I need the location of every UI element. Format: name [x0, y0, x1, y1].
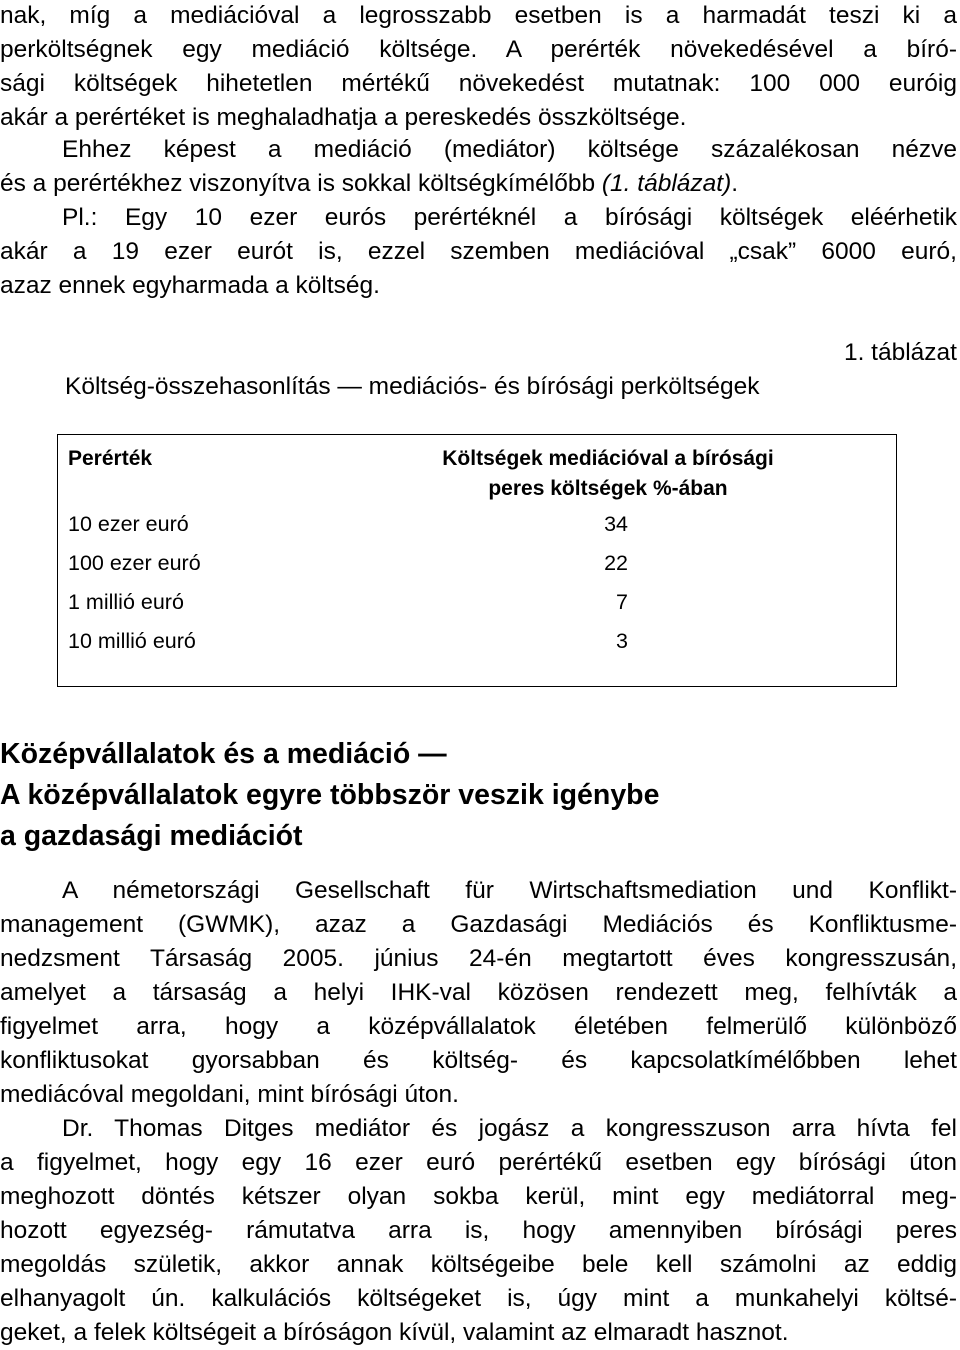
table-cell-value: 1 millió euró	[68, 590, 184, 614]
text-line: perköltségnek egy mediáció költsége. A perérték növekedésével a bíró-	[0, 36, 957, 63]
text-line: mediácóval megoldani, mint bírósági úton.	[0, 1081, 459, 1108]
text-line: amelyet a társaság a helyi IHK-val közösen rendezett meg, felhívták a	[0, 979, 957, 1006]
comparison-paragraph	[0, 133, 957, 201]
table-header-value: Perérték	[68, 447, 153, 470]
text-line: figyelmet arra, hogy a középvállalatok életében felmerülő különböző	[0, 1013, 957, 1040]
heading-line: a gazdasági mediációt	[0, 820, 303, 852]
table-cell-value: 10 millió euró	[68, 629, 196, 653]
text-line: konfliktusokat gyorsabban és költség- és kapcsolatkímélőbben lehet	[0, 1047, 957, 1074]
table-reference: (1. táblázat)	[601, 170, 732, 197]
text-line: akár a perértéket is meghaladhatja a pereskedés összköltsége.	[0, 104, 687, 131]
text-line: elhanyagolt ún. kalkulációs költségeket is, úgy mint a munkahelyi költsé-	[0, 1285, 957, 1312]
section-heading	[0, 734, 659, 857]
cost-comparison-table	[57, 434, 897, 687]
table-cell-percent: 7	[616, 590, 628, 614]
text-line: meghozott döntés kétszer olyan sokba kerül, mint egy mediátorral meg-	[0, 1183, 957, 1210]
table-cell-percent: 34	[604, 512, 628, 536]
table-number: 1. táblázat	[843, 339, 957, 366]
text-segment: .	[731, 170, 739, 197]
text-line: management (GWMK), azaz a Gazdasági Mediációs és Konfliktusme-	[0, 911, 957, 938]
text-line: akár a 19 ezer eurót is, ezzel szemben mediációval „csak” 6000 euró,	[0, 238, 957, 265]
table-cell-value: 10 ezer euró	[68, 512, 189, 536]
text-line: Dr. Thomas Ditges mediátor és jogász a kongresszuson arra hívta fel	[62, 1115, 957, 1142]
text-line: Pl.: Egy 10 ezer eurós perértéknél a bírósági költségek eléérhetik	[62, 204, 957, 231]
text-line: megoldás születik, akkor annak költségeibe bele kell számolni az eddig	[0, 1251, 957, 1278]
example-paragraph	[0, 201, 957, 303]
text-line: nak, míg a mediációval a legrosszabb esetben is a harmadát teszi ki a	[0, 2, 957, 29]
table-header-percent	[403, 444, 813, 504]
header-line: peres költségek %-ában	[488, 477, 728, 500]
text-line: sági költségek hihetetlen mértékű növekedést mutatnak: 100 000 euróig	[0, 70, 957, 97]
congress-paragraph	[0, 874, 957, 1112]
intro-paragraph	[0, 0, 957, 135]
table-cell-percent: 3	[616, 629, 628, 653]
table-title: Költség-összehasonlítás ― mediációs- és bírósági perköltségek	[65, 373, 760, 400]
text-line: hozott egyezség- rámutatva arra is, hogy amennyiben bírósági peres	[0, 1217, 957, 1244]
text-line	[0, 167, 957, 201]
text-line: azaz ennek egyharmada a költség.	[0, 272, 380, 299]
text-line: nedzsment Társaság 2005. június 24-én megtartott éves kongresszusán,	[0, 945, 957, 972]
text-line: Ehhez képest a mediáció (mediátor) költsége százalékosan nézve	[62, 136, 957, 163]
heading-line: Középvállalatok és a mediáció ―	[0, 738, 447, 770]
header-line: Költségek mediációval a bírósági	[442, 447, 774, 470]
table-cell-value: 100 ezer euró	[68, 551, 201, 575]
text-segment: és a perértékhez viszonyítva is sokkal költségkímélőbb	[0, 170, 602, 197]
text-line: A németországi Gesellschaft für Wirtschaftsmediation und Konflikt-	[62, 877, 957, 904]
heading-line: A középvállalatok egyre többször veszik igénybe	[0, 779, 660, 811]
ditges-paragraph	[0, 1112, 957, 1350]
text-line: geket, a felek költségeit a bíróságon kívül, valamint az elmaradt hasznot.	[0, 1319, 789, 1346]
text-line: a figyelmet, hogy egy 16 ezer euró perértékű esetben egy bírósági úton	[0, 1149, 957, 1176]
table-cell-percent: 22	[604, 551, 628, 575]
